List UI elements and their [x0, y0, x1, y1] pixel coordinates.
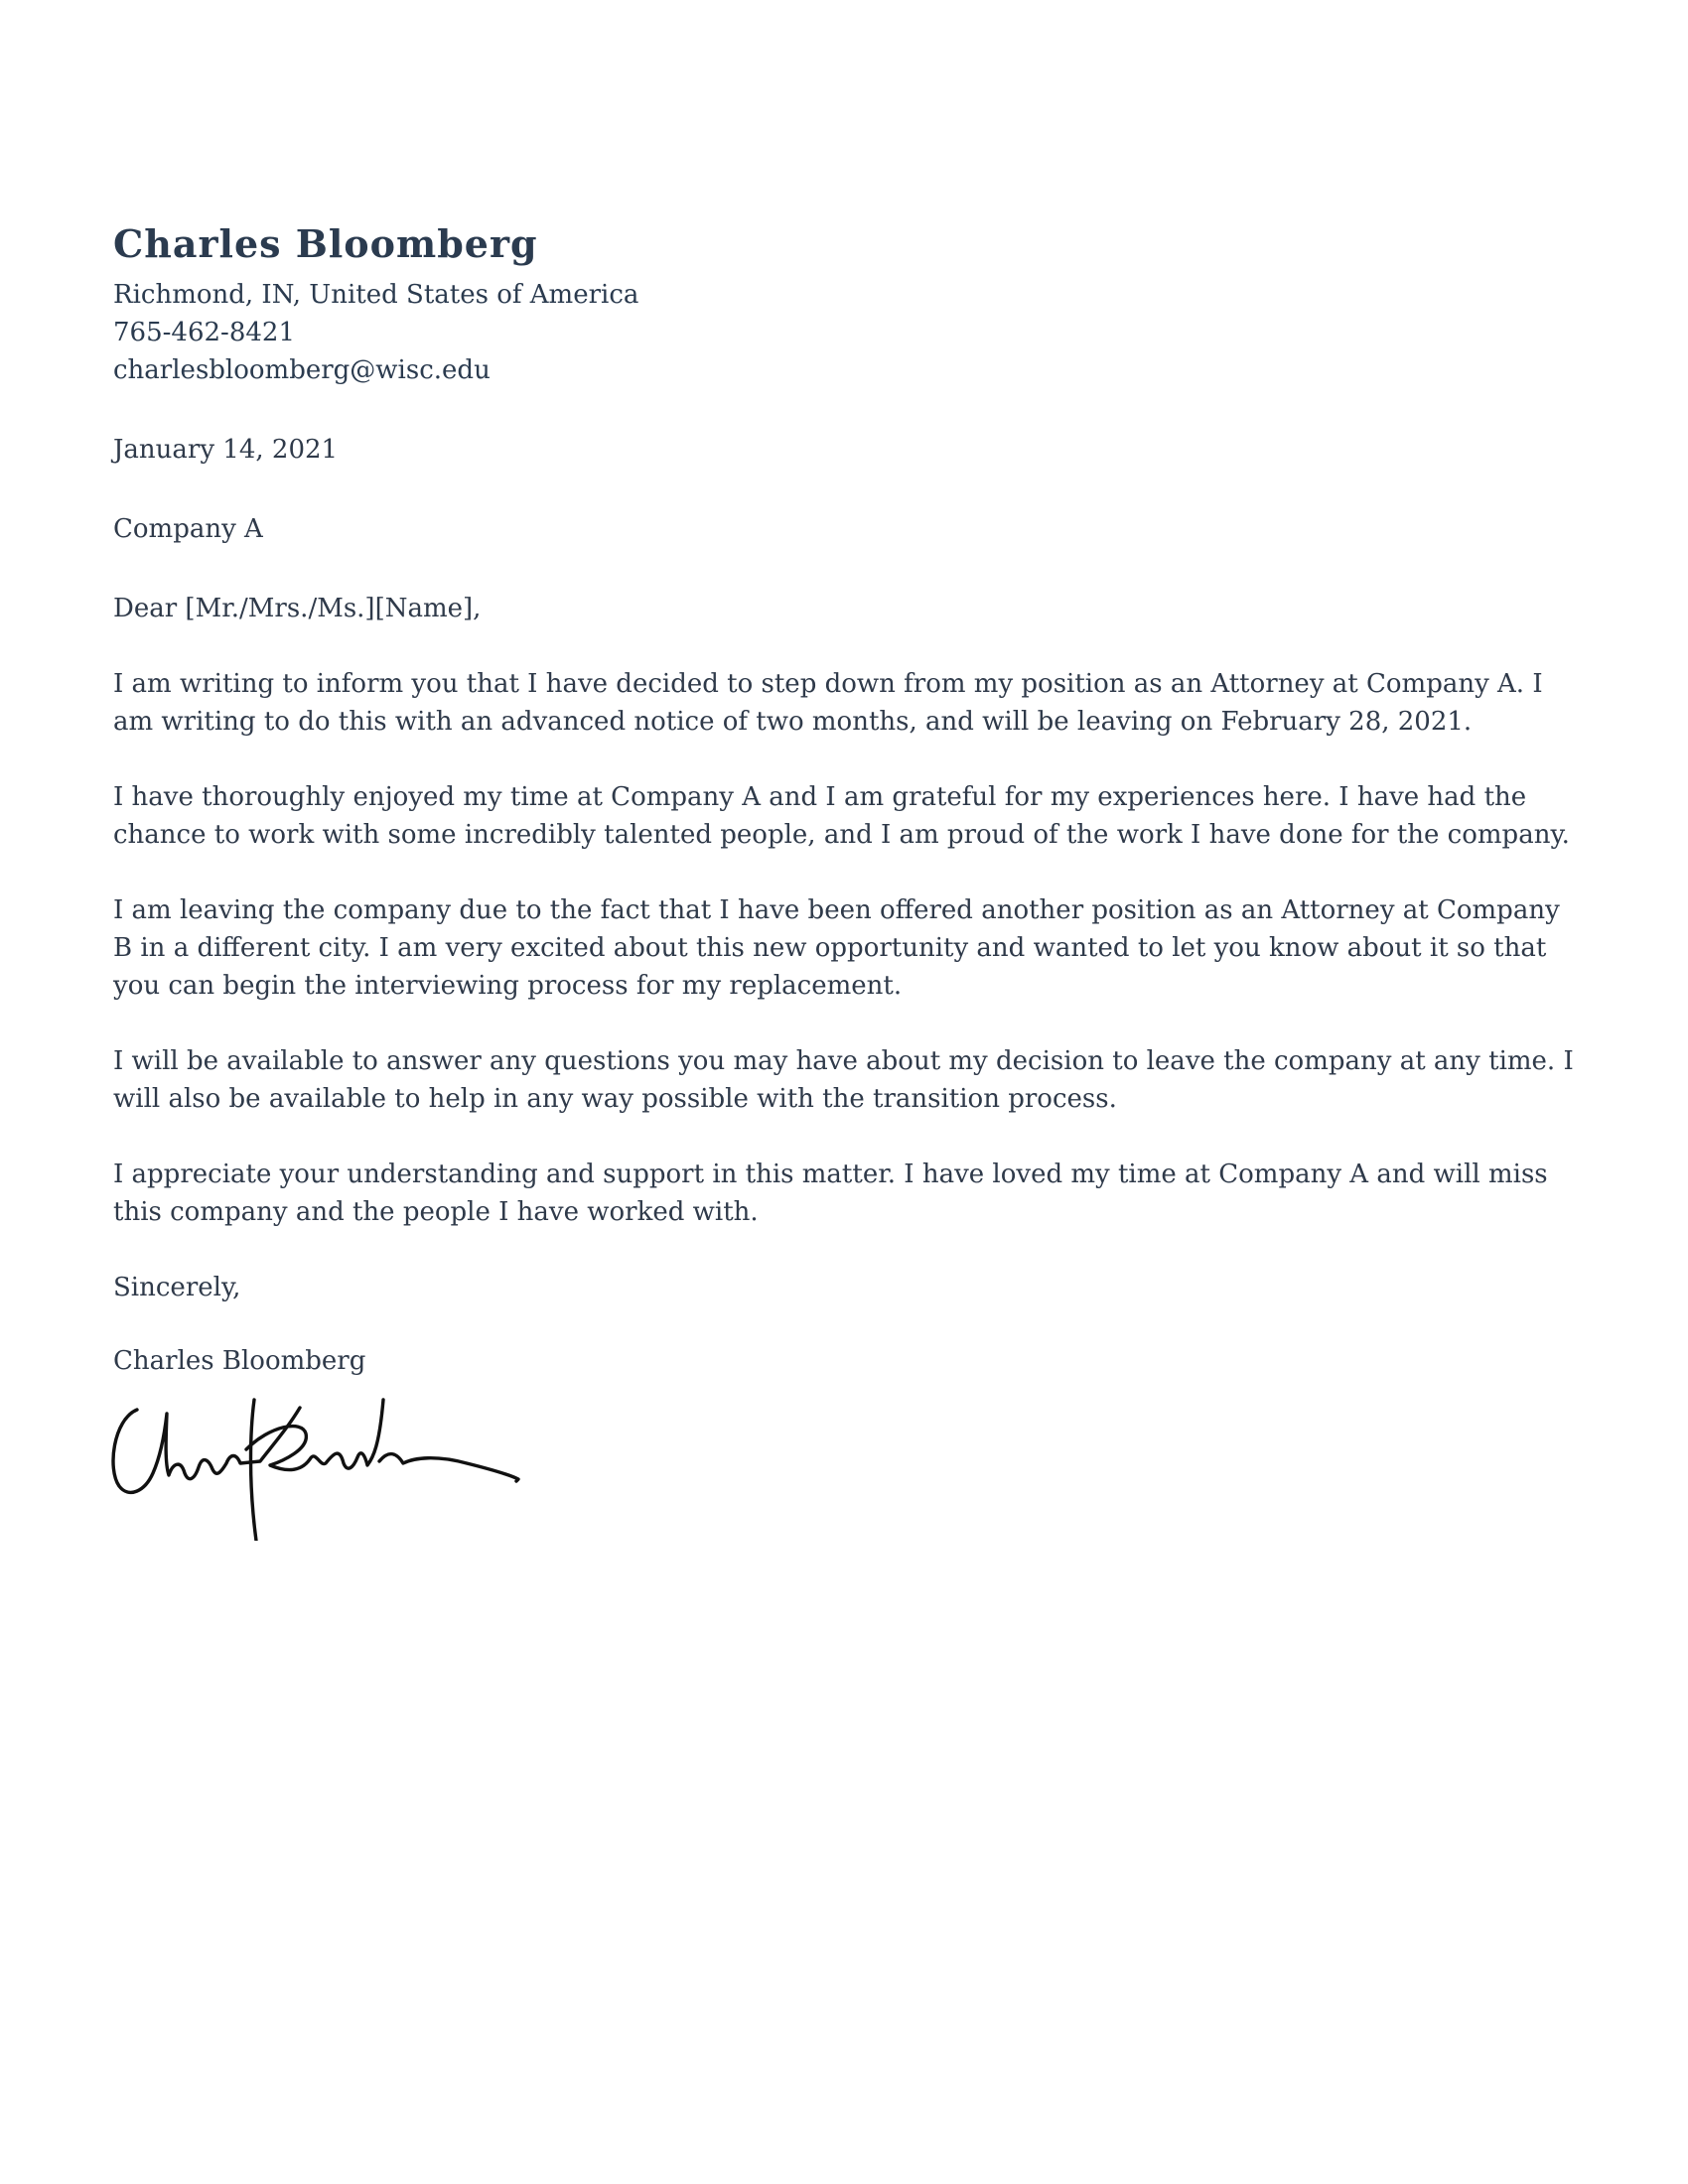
signature-stroke — [379, 1454, 518, 1481]
body-paragraph: I will be available to answer any questions you may have about my decision to leave the company at any time. I will also be available to help in any way possible with the transition process. — [113, 1046, 1574, 1114]
closing: Sincerely, — [113, 1273, 241, 1302]
sender-name: Charles Bloomberg — [113, 221, 538, 266]
sender-phone: 765-462-8421 — [113, 318, 295, 347]
sender-location: Richmond, IN, United States of America — [113, 280, 639, 310]
signature-stroke — [246, 1400, 383, 1470]
signature-stroke — [113, 1408, 300, 1492]
handwritten-signature — [109, 1392, 526, 1541]
sender-email: charlesbloomberg@wisc.edu — [113, 355, 491, 385]
body-paragraph: I am writing to inform you that I have decided to step down from my position as an Attorney at Company A. I am writing to do this with an advanced notice of two months, and will be leaving on February 28, 2021. — [113, 669, 1543, 737]
sender-contact-block — [113, 276, 1583, 389]
recipient-company: Company A — [113, 514, 263, 544]
body-paragraph: I have thoroughly enjoyed my time at Company A and I am grateful for my experiences here. I have had the chance to work with some incredibly talented people, and I am proud of the work I have done for the company. — [113, 782, 1570, 850]
signer-name: Charles Bloomberg — [113, 1346, 366, 1376]
salutation: Dear [Mr./Mrs./Ms.][Name], — [113, 594, 482, 623]
body-paragraph: I am leaving the company due to the fact that I have been offered another position as an Attorney at Company B in a different city. I am very excited about this new opportunity and wanted to let you know about it so that you can begin the interviewing process for my replacement. — [113, 895, 1560, 1001]
letter-date: January 14, 2021 — [113, 435, 339, 465]
letter-body — [113, 665, 1583, 1231]
letter-content — [113, 218, 1583, 1380]
body-paragraph: I appreciate your understanding and support in this matter. I have loved my time at Company A and will miss this company and the people I have worked with. — [113, 1160, 1548, 1227]
signature-stroke — [251, 1400, 257, 1541]
